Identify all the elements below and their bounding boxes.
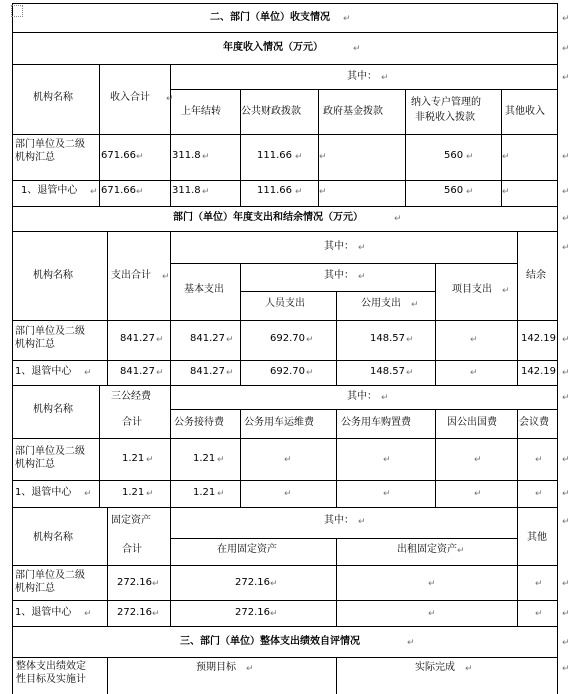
income-title: 年度收入情况（万元） bbox=[223, 42, 323, 53]
income-header-among: 其中： bbox=[347, 71, 377, 82]
assets-header-other: 其他 bbox=[527, 532, 547, 543]
income-row1-fiscal: 111.66 bbox=[257, 150, 292, 161]
paragraph-mark: ↵ bbox=[202, 152, 210, 162]
income-row2-name: 1、退管中心 bbox=[21, 185, 78, 196]
assets-row1-inuse: 272.16 bbox=[235, 577, 270, 588]
sangong-row1-reception: 1.21 bbox=[193, 453, 216, 464]
income-header-total: 收入合计 bbox=[110, 92, 150, 103]
paragraph-mark: ↵ bbox=[152, 609, 160, 619]
paragraph-mark: ↵ bbox=[562, 664, 570, 674]
paragraph-mark: ↵ bbox=[428, 579, 436, 589]
paragraph-mark: ↵ bbox=[353, 44, 361, 54]
sangong-row2-name: 1、退管中心 bbox=[15, 487, 72, 498]
paragraph-mark: ↵ bbox=[465, 664, 473, 674]
income-row1-name: 部门单位及二级 bbox=[15, 139, 85, 150]
paragraph-mark: ↵ bbox=[411, 300, 419, 310]
paragraph-mark: ↵ bbox=[470, 368, 478, 378]
paragraph-mark: ↵ bbox=[319, 187, 327, 197]
paragraph-mark: ↵ bbox=[146, 489, 154, 499]
assets-row2-inuse: 272.16 bbox=[235, 607, 270, 618]
paragraph-mark: ↵ bbox=[358, 272, 366, 282]
income-header-name: 机构名称 bbox=[33, 92, 73, 103]
income-col-special2: 非税收入拨款 bbox=[415, 112, 475, 123]
paragraph-mark: ↵ bbox=[306, 368, 314, 378]
paragraph-mark: ↵ bbox=[226, 368, 234, 378]
table-move-handle[interactable] bbox=[11, 5, 23, 17]
expense-row2-public: 148.57 bbox=[370, 366, 405, 377]
income-row1-carryover: 311.8 bbox=[172, 150, 201, 161]
paragraph-mark: ↵ bbox=[562, 489, 570, 499]
paragraph-mark: ↵ bbox=[226, 335, 234, 345]
paragraph-mark: ↵ bbox=[466, 152, 474, 162]
expense-row1-public: 148.57 bbox=[370, 333, 405, 344]
paragraph-mark: ↵ bbox=[84, 489, 92, 499]
expense-row1-personnel: 692.70 bbox=[270, 333, 305, 344]
perf-header-target: 预期目标 bbox=[196, 662, 236, 673]
paragraph-mark: ↵ bbox=[406, 368, 414, 378]
paragraph-mark: ↵ bbox=[562, 44, 570, 54]
assets-header-total1: 固定资产 bbox=[111, 515, 151, 526]
perf-label-line2: 性目标及实施计 bbox=[16, 674, 86, 685]
paragraph-mark: ↵ bbox=[502, 152, 510, 162]
paragraph-mark: ↵ bbox=[562, 14, 570, 24]
income-col-other: 其他收入 bbox=[505, 106, 545, 117]
assets-header-rented: 出租固定资产 bbox=[397, 544, 457, 555]
paragraph-mark: ↵ bbox=[562, 455, 570, 465]
income-col-fiscal: 公共财政拨款 bbox=[241, 106, 301, 117]
assets-row1-total: 272.16 bbox=[117, 577, 152, 588]
assets-header-total2: 合计 bbox=[122, 544, 142, 555]
paragraph-mark: ↵ bbox=[407, 638, 415, 648]
paragraph-mark: ↵ bbox=[535, 489, 543, 499]
income-col-carryover: 上年结转 bbox=[181, 106, 221, 117]
paragraph-mark: ↵ bbox=[474, 455, 482, 465]
paragraph-mark: ↵ bbox=[162, 272, 170, 282]
expense-row1-name: 部门单位及二级 bbox=[15, 326, 85, 337]
paragraph-mark: ↵ bbox=[319, 152, 327, 162]
expense-row1-balance: 142.19 bbox=[521, 333, 556, 344]
expense-row2-balance: 142.19 bbox=[521, 366, 556, 377]
income-row1-name2: 机构汇总 bbox=[15, 152, 55, 163]
paragraph-mark: ↵ bbox=[146, 455, 154, 465]
income-row2-fiscal: 111.66 bbox=[257, 185, 292, 196]
sangong-col-meeting: 会议费 bbox=[519, 417, 549, 428]
assets-header-name: 机构名称 bbox=[33, 532, 73, 543]
paragraph-mark: ↵ bbox=[284, 489, 292, 499]
paragraph-mark: ↵ bbox=[535, 579, 543, 589]
paragraph-mark: ↵ bbox=[84, 368, 92, 378]
paragraph-mark: ↵ bbox=[562, 609, 570, 619]
paragraph-mark: ↵ bbox=[246, 664, 254, 674]
paragraph-mark: ↵ bbox=[562, 214, 570, 224]
paragraph-mark: ↵ bbox=[562, 187, 570, 197]
paragraph-mark: ↵ bbox=[470, 335, 478, 345]
paragraph-mark: ↵ bbox=[562, 73, 570, 83]
expense-header-basic: 基本支出 bbox=[184, 284, 224, 295]
paragraph-mark: ↵ bbox=[502, 187, 510, 197]
paragraph-mark: ↵ bbox=[562, 152, 570, 162]
sangong-col-car-buy: 公务用车购置费 bbox=[341, 417, 411, 428]
sangong-header-name: 机构名称 bbox=[33, 404, 73, 415]
paragraph-mark: ↵ bbox=[428, 609, 436, 619]
assets-row2-name: 1、退管中心 bbox=[15, 607, 72, 618]
sangong-col-abroad: 因公出国费 bbox=[447, 417, 497, 428]
income-col-special1: 纳入专户管理的 bbox=[411, 97, 481, 108]
paragraph-mark: ↵ bbox=[502, 286, 510, 296]
paragraph-mark: ↵ bbox=[562, 517, 570, 527]
paragraph-mark: ↵ bbox=[562, 335, 570, 345]
paragraph-mark: ↵ bbox=[383, 489, 391, 499]
income-row1-special: 560 bbox=[444, 150, 464, 161]
sangong-row1-name2: 机构汇总 bbox=[15, 459, 55, 470]
sangong-header-among: 其中： bbox=[347, 391, 377, 402]
income-row2-carryover: 311.8 bbox=[172, 185, 201, 196]
paragraph-mark: ↵ bbox=[406, 335, 414, 345]
expense-header-total: 支出合计 bbox=[111, 270, 151, 281]
expense-header-personnel: 人员支出 bbox=[265, 298, 305, 309]
paragraph-mark: ↵ bbox=[136, 152, 144, 162]
paragraph-mark: ↵ bbox=[156, 335, 164, 345]
paragraph-mark: ↵ bbox=[217, 489, 225, 499]
assets-row1-name: 部门单位及二级 bbox=[15, 570, 85, 581]
paragraph-mark: ↵ bbox=[270, 609, 278, 619]
paragraph-mark: ↵ bbox=[270, 579, 278, 589]
sangong-row2-reception: 1.21 bbox=[193, 487, 216, 498]
paragraph-mark: ↵ bbox=[343, 14, 351, 24]
income-col-fund: 政府基金拨款 bbox=[323, 106, 383, 117]
paragraph-mark: ↵ bbox=[90, 187, 98, 197]
sangong-row2-total: 1.21 bbox=[122, 487, 145, 498]
income-row2-special: 560 bbox=[444, 185, 464, 196]
paragraph-mark: ↵ bbox=[217, 455, 225, 465]
paragraph-mark: ↵ bbox=[562, 638, 570, 648]
paragraph-mark: ↵ bbox=[381, 393, 389, 403]
expense-row1-name2: 机构汇总 bbox=[15, 339, 55, 350]
expense-row2-name: 1、退管中心 bbox=[15, 366, 72, 377]
paragraph-mark: ↵ bbox=[562, 243, 570, 253]
assets-row2-total: 272.16 bbox=[117, 607, 152, 618]
paragraph-mark: ↵ bbox=[474, 489, 482, 499]
paragraph-mark: ↵ bbox=[457, 546, 465, 556]
section3-title: 三、部门（单位）整体支出绩效自评情况 bbox=[180, 636, 360, 647]
paragraph-mark: ↵ bbox=[358, 517, 366, 527]
expense-header-project: 项目支出 bbox=[452, 284, 492, 295]
paragraph-mark: ↵ bbox=[562, 368, 570, 378]
expense-title: 部门（单位）年度支出和结余情况（万元） bbox=[173, 212, 363, 223]
sangong-header-total1: 三公经费 bbox=[111, 391, 151, 402]
sangong-col-reception: 公务接待费 bbox=[174, 417, 224, 428]
paragraph-mark: ↵ bbox=[84, 609, 92, 619]
section-title: 二、部门（单位）收支情况 bbox=[210, 12, 330, 23]
paragraph-mark: ↵ bbox=[383, 455, 391, 465]
expense-header-among2: 其中： bbox=[324, 270, 354, 281]
sangong-header-total2: 合计 bbox=[122, 417, 142, 428]
paragraph-mark: ↵ bbox=[358, 243, 366, 253]
expense-row2-personnel: 692.70 bbox=[270, 366, 305, 377]
paragraph-mark: ↵ bbox=[535, 455, 543, 465]
income-row1-total: 671.66 bbox=[101, 150, 136, 161]
paragraph-mark: ↵ bbox=[166, 94, 174, 104]
paragraph-mark: ↵ bbox=[562, 393, 570, 403]
expense-row2-basic: 841.27 bbox=[190, 366, 225, 377]
income-row2-total: 671.66 bbox=[101, 185, 136, 196]
sangong-row1-name: 部门单位及二级 bbox=[15, 446, 85, 457]
paragraph-mark: ↵ bbox=[306, 335, 314, 345]
paragraph-mark: ↵ bbox=[562, 579, 570, 589]
assets-header-inuse: 在用固定资产 bbox=[217, 544, 277, 555]
paragraph-mark: ↵ bbox=[152, 579, 160, 589]
perf-label-line1: 整体支出绩效定 bbox=[16, 661, 86, 672]
expense-header-public: 公用支出 bbox=[361, 298, 401, 309]
expense-row1-total: 841.27 bbox=[120, 333, 155, 344]
paragraph-mark: ↵ bbox=[295, 187, 303, 197]
paragraph-mark: ↵ bbox=[381, 73, 389, 83]
perf-header-actual: 实际完成 bbox=[415, 662, 455, 673]
assets-row1-name2: 机构汇总 bbox=[15, 583, 55, 594]
paragraph-mark: ↵ bbox=[295, 152, 303, 162]
expense-header-among: 其中： bbox=[324, 241, 354, 252]
sangong-row1-total: 1.21 bbox=[122, 453, 145, 464]
paragraph-mark: ↵ bbox=[284, 455, 292, 465]
sangong-col-car-maint: 公务用车运维费 bbox=[244, 417, 314, 428]
expense-row2-total: 841.27 bbox=[120, 366, 155, 377]
paragraph-mark: ↵ bbox=[202, 187, 210, 197]
expense-header-name: 机构名称 bbox=[33, 270, 73, 281]
paragraph-mark: ↵ bbox=[136, 187, 144, 197]
expense-row1-basic: 841.27 bbox=[190, 333, 225, 344]
expense-header-balance: 结余 bbox=[526, 270, 546, 281]
paragraph-mark: ↵ bbox=[466, 187, 474, 197]
paragraph-mark: ↵ bbox=[394, 214, 402, 224]
assets-header-among: 其中： bbox=[324, 515, 354, 526]
paragraph-mark: ↵ bbox=[156, 368, 164, 378]
paragraph-mark: ↵ bbox=[535, 609, 543, 619]
